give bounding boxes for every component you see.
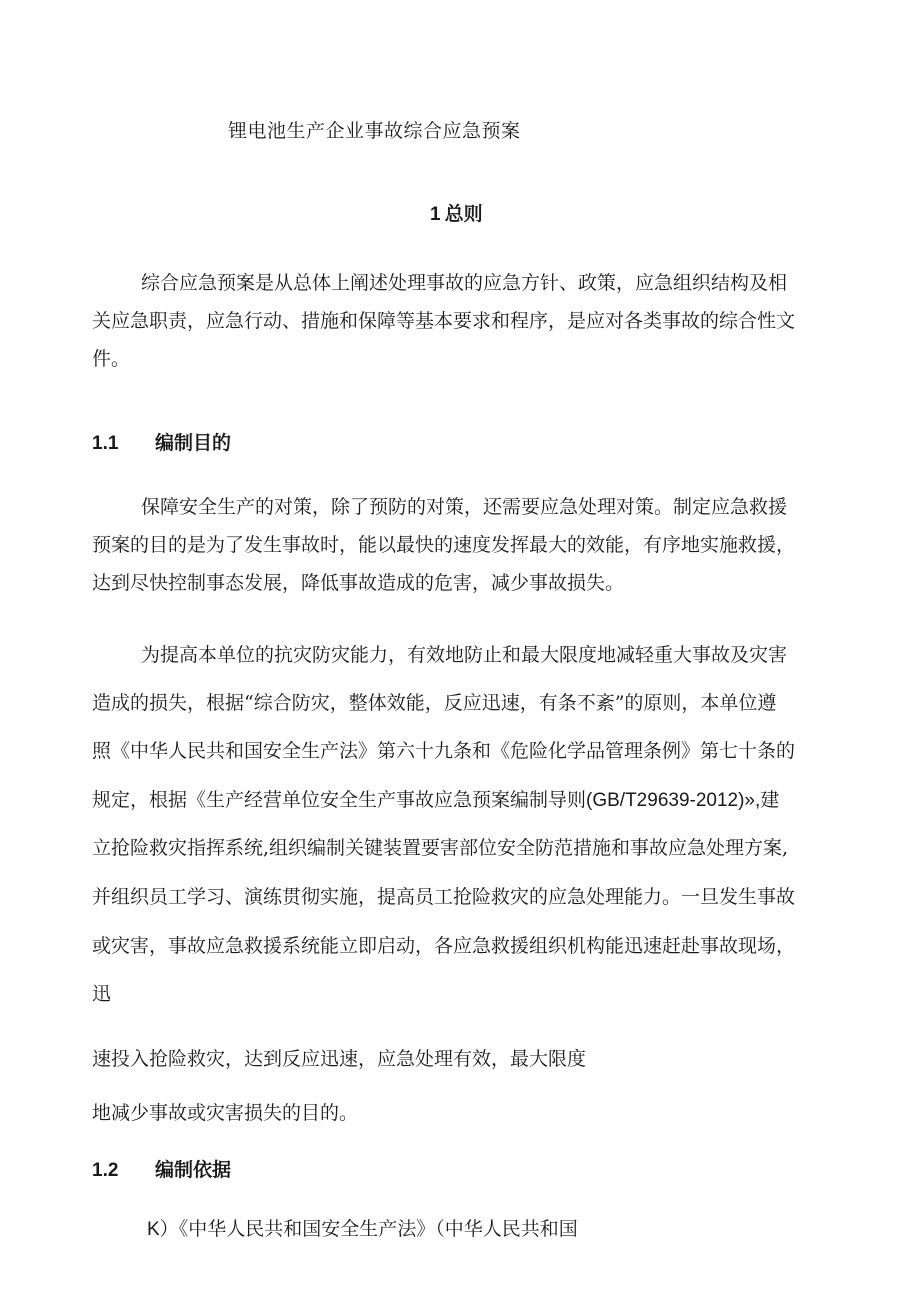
paragraph-line: 迅 (92, 983, 112, 1005)
text-run: 规定，根据《生产经营单位安全生产事故应急预案编制导则 (92, 789, 587, 811)
section-number: 1.1 (92, 433, 119, 454)
paragraph-line: 并组织员工学习、演练贯彻实施，提高员工抢险救灾的应急处理能力。一旦发生事故 (92, 886, 796, 908)
paragraph-line: 达到尽快控制事态发展，降低事故造成的危害，减少事故损失。 (92, 572, 625, 594)
standard-code: (GB/T29639-2012)», (586, 790, 761, 811)
paragraph-line: 速投入抢险救灾，达到反应迅速，应急处理有效，最大限度 (92, 1048, 587, 1070)
paragraph-line: 件。 (92, 348, 131, 370)
list-marker: K） (147, 1219, 179, 1240)
paragraph-line: 或灾害，事故应急救援系统能立即启动，各应急救援组织机构能迅速赶赴事故现场， (92, 935, 796, 957)
text-run: 建 (760, 789, 780, 811)
section-heading-1-1 (92, 428, 231, 455)
section-heading-1-2 (92, 1155, 231, 1182)
paragraph-line: 保障安全生产的对策，除了预防的对策，还需要应急处理对策。制定应急救援 (141, 496, 788, 518)
paragraph-line: 预案的目的是为了发生事故时，能以最快的速度发挥最大的效能，有序地实施救援， (92, 534, 796, 556)
chapter-title: 总则 (444, 203, 483, 225)
paragraph-line: 关应急职责，应急行动、措施和保障等基本要求和程序，是应对各类事故的综合性文 (92, 310, 796, 332)
paragraph-line: 照《中华人民共和国安全生产法》第六十九条和《危险化学品管理条例》第七十条的 (92, 740, 796, 762)
document-title: 锂电池生产企业事故综合应急预案 (228, 120, 521, 142)
section-title: 编制目的 (155, 432, 232, 454)
chapter-heading (430, 199, 483, 226)
section-title: 编制依据 (155, 1159, 232, 1181)
paragraph-line: 综合应急预案是从总体上阐述处理事故的应急方针、政策，应急组织结构及相 (141, 272, 788, 294)
paragraph-line: 立抢险救灾指挥系统,组织编制关键装置要害部位安全防范措施和事故应急处理方案, (92, 837, 789, 859)
list-item (147, 1214, 578, 1241)
section-number: 1.2 (92, 1160, 119, 1181)
paragraph-line: 地减少事故或灾害损失的目的。 (92, 1102, 359, 1124)
paragraph-line: 造成的损失，根据“综合防灾，整体效能，反应迅速，有条不紊”的原则，本单位遵 (92, 692, 777, 714)
chapter-number: 1 (430, 204, 441, 225)
paragraph-line (92, 781, 779, 820)
list-item-text: 《中华人民共和国安全生产法》（中华人民共和国 (178, 1218, 578, 1240)
paragraph-line: 为提高本单位的抗灾防灾能力，有效地防止和最大限度地减轻重大事故及灾害 (141, 644, 788, 666)
